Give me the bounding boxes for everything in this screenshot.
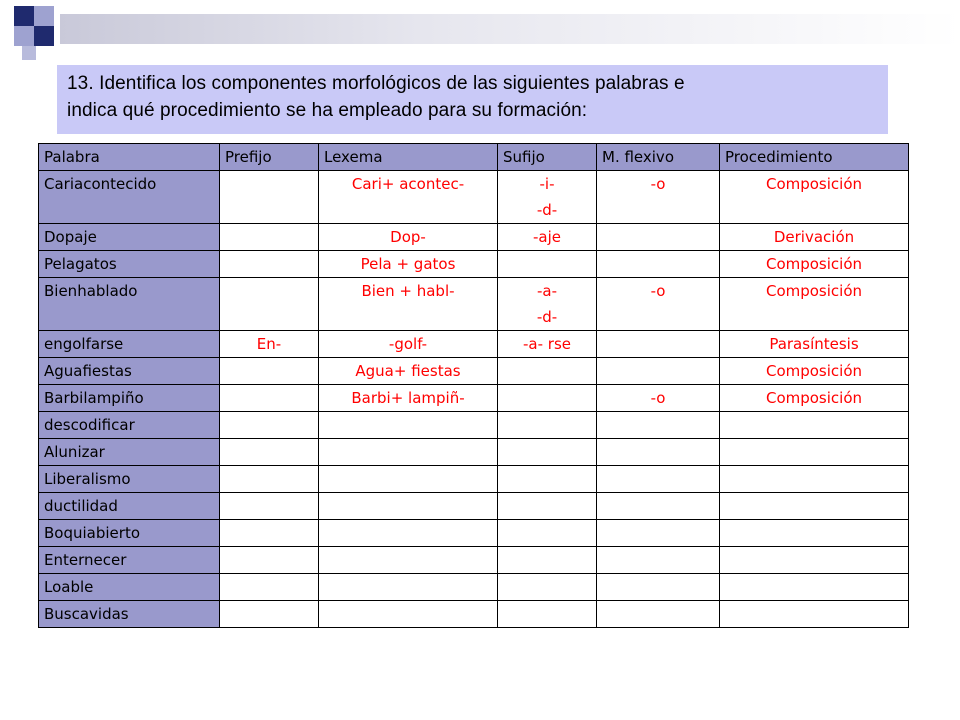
cell-lexema: Barbi+ lampiñ-	[319, 385, 498, 412]
cell-sufijo	[498, 466, 597, 493]
sufijo-part: -d-	[536, 201, 558, 219]
table-row	[39, 331, 909, 358]
cell-lexema: Bien + habl-	[319, 278, 498, 331]
cell-palabra: Enternecer	[39, 547, 220, 574]
cell-flexivo	[597, 493, 720, 520]
cell-sufijo	[498, 331, 597, 358]
table-row	[39, 574, 909, 601]
table-row	[39, 278, 909, 331]
cell-flexivo	[597, 331, 720, 358]
table-row	[39, 493, 909, 520]
cell-lexema	[319, 466, 498, 493]
cell-flexivo	[597, 601, 720, 628]
cell-flexivo: -o	[597, 171, 720, 224]
cell-sufijo	[498, 520, 597, 547]
cell-procedimiento	[720, 547, 909, 574]
cell-palabra: Buscavidas	[39, 601, 220, 628]
deco-square-dark	[14, 6, 34, 26]
deco-square-light	[22, 46, 36, 60]
cell-prefijo	[220, 412, 319, 439]
cell-lexema: -golf-	[319, 331, 498, 358]
cell-sufijo	[498, 412, 597, 439]
table-row	[39, 251, 909, 278]
header-gradient-bar	[60, 14, 960, 44]
cell-prefijo	[220, 385, 319, 412]
prompt-line-2: indica qué procedimiento se ha empleado para su formación:	[67, 100, 588, 121]
cell-flexivo	[597, 439, 720, 466]
header-sufijo: Sufijo	[498, 144, 597, 171]
header-flexivo: M. flexivo	[597, 144, 720, 171]
deco-square-light	[14, 26, 34, 46]
cell-palabra: Liberalismo	[39, 466, 220, 493]
cell-lexema	[319, 601, 498, 628]
cell-prefijo	[220, 439, 319, 466]
deco-square-light	[34, 6, 54, 26]
cell-flexivo	[597, 520, 720, 547]
cell-procedimiento: Composición	[720, 171, 909, 224]
cell-prefijo	[220, 251, 319, 278]
cell-sufijo	[498, 358, 597, 385]
header-prefijo: Prefijo	[220, 144, 319, 171]
cell-procedimiento: Composición	[720, 251, 909, 278]
cell-sufijo	[498, 547, 597, 574]
cell-sufijo	[498, 224, 597, 251]
cell-lexema	[319, 574, 498, 601]
cell-procedimiento	[720, 412, 909, 439]
cell-palabra: Aguafiestas	[39, 358, 220, 385]
cell-flexivo	[597, 358, 720, 385]
header-palabra: Palabra	[39, 144, 220, 171]
cell-procedimiento	[720, 601, 909, 628]
cell-flexivo	[597, 224, 720, 251]
sufijo-part: -d-	[536, 308, 558, 326]
table-row	[39, 520, 909, 547]
cell-prefijo	[220, 520, 319, 547]
cell-palabra: Alunizar	[39, 439, 220, 466]
cell-lexema	[319, 439, 498, 466]
cell-lexema: Dop-	[319, 224, 498, 251]
deco-square-dark	[34, 26, 54, 46]
cell-palabra: Pelagatos	[39, 251, 220, 278]
sufijo-part: -aje	[532, 228, 561, 246]
cell-prefijo	[220, 466, 319, 493]
cell-palabra: ductilidad	[39, 493, 220, 520]
prompt-line-1: 13. Identifica los componentes morfológicos de las siguientes palabras e	[67, 73, 685, 94]
cell-palabra: engolfarse	[39, 331, 220, 358]
cell-sufijo	[498, 601, 597, 628]
cell-prefijo	[220, 574, 319, 601]
cell-flexivo	[597, 466, 720, 493]
cell-prefijo	[220, 493, 319, 520]
cell-palabra: Loable	[39, 574, 220, 601]
cell-procedimiento	[720, 574, 909, 601]
header-procedimiento: Procedimiento	[720, 144, 909, 171]
cell-flexivo	[597, 547, 720, 574]
cell-prefijo	[220, 224, 319, 251]
cell-lexema: Cari+ acontec-	[319, 171, 498, 224]
header-lexema: Lexema	[319, 144, 498, 171]
cell-sufijo	[498, 171, 597, 224]
cell-procedimiento: Parasíntesis	[720, 331, 909, 358]
table-row	[39, 224, 909, 251]
exercise-prompt	[57, 65, 888, 134]
cell-flexivo	[597, 412, 720, 439]
table-row	[39, 358, 909, 385]
table-row	[39, 412, 909, 439]
cell-palabra: descodificar	[39, 412, 220, 439]
cell-palabra: Dopaje	[39, 224, 220, 251]
cell-flexivo	[597, 574, 720, 601]
table-row	[39, 601, 909, 628]
cell-lexema	[319, 412, 498, 439]
table-body	[39, 171, 909, 628]
cell-palabra: Boquiabierto	[39, 520, 220, 547]
cell-lexema: Pela + gatos	[319, 251, 498, 278]
sufijo-part: -a- rse	[523, 335, 571, 353]
cell-procedimiento	[720, 520, 909, 547]
cell-lexema: Agua+ fiestas	[319, 358, 498, 385]
cell-prefijo	[220, 171, 319, 224]
cell-prefijo	[220, 278, 319, 331]
morphology-table	[38, 143, 909, 628]
cell-procedimiento: Composición	[720, 385, 909, 412]
cell-prefijo	[220, 358, 319, 385]
table-row	[39, 171, 909, 224]
table-row	[39, 385, 909, 412]
cell-lexema	[319, 520, 498, 547]
table-row	[39, 466, 909, 493]
cell-procedimiento	[720, 466, 909, 493]
sufijo-part: -a-	[536, 282, 558, 300]
cell-flexivo: -o	[597, 385, 720, 412]
cell-prefijo	[220, 601, 319, 628]
cell-prefijo: En-	[220, 331, 319, 358]
cell-prefijo	[220, 547, 319, 574]
cell-palabra: Bienhablado	[39, 278, 220, 331]
table-header-row	[39, 144, 909, 171]
cell-procedimiento: Derivación	[720, 224, 909, 251]
cell-palabra: Barbilampiño	[39, 385, 220, 412]
cell-lexema	[319, 493, 498, 520]
cell-procedimiento	[720, 493, 909, 520]
cell-sufijo	[498, 385, 597, 412]
cell-procedimiento: Composición	[720, 358, 909, 385]
cell-procedimiento: Composición	[720, 278, 909, 331]
cell-lexema	[319, 547, 498, 574]
cell-sufijo	[498, 251, 597, 278]
cell-flexivo: -o	[597, 278, 720, 331]
cell-sufijo	[498, 574, 597, 601]
cell-palabra: Cariacontecido	[39, 171, 220, 224]
cell-procedimiento	[720, 439, 909, 466]
cell-sufijo	[498, 493, 597, 520]
table-row	[39, 547, 909, 574]
cell-sufijo	[498, 439, 597, 466]
cell-sufijo	[498, 278, 597, 331]
table-row	[39, 439, 909, 466]
sufijo-part: -i-	[539, 175, 555, 193]
cell-flexivo	[597, 251, 720, 278]
